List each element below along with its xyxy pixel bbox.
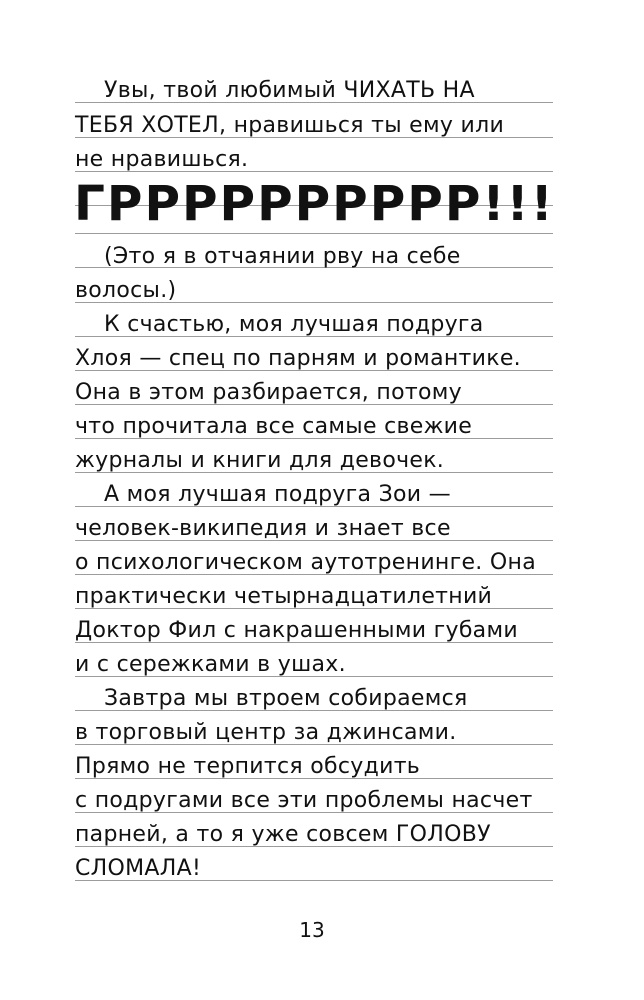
text-line: К счастью, моя лучшая подруга	[104, 312, 484, 337]
text-line: с подругами все эти проблемы насчет	[75, 788, 533, 813]
text-line: практически четырнадцатилетний	[75, 584, 493, 609]
exclamation-heading: ГРРРРРРРРРР!!!	[74, 176, 555, 232]
text-line: парней, а то я уже совсем ГОЛОВУ	[75, 822, 491, 847]
page-number: 13	[299, 918, 325, 942]
text-line: о психологическом аутотренинге. Она	[75, 550, 536, 575]
text-line: волосы.)	[75, 278, 177, 303]
text-line: (Это я в отчаянии рву на себе	[104, 244, 461, 269]
text-line: Прямо не терпится обсудить	[75, 754, 421, 779]
text-line: журналы и книги для девочек.	[75, 448, 445, 473]
text-line: не нравишься.	[75, 147, 249, 172]
ruled-line	[75, 233, 553, 234]
text-line: Хлоя — спец по парням и романтике.	[75, 346, 521, 371]
text-line: А моя лучшая подруга Зои —	[104, 482, 451, 507]
text-line: Увы, твой любимый ЧИХАТЬ НА	[104, 78, 475, 103]
text-line: что прочитала все самые свежие	[75, 414, 473, 439]
text-line: и с сережками в ушах.	[75, 652, 346, 677]
text-line: Завтра мы втроем собираемся	[104, 686, 468, 711]
text-line: Доктор Фил с накрашенными губами	[75, 618, 518, 643]
text-line: ТЕБЯ ХОТЕЛ, нравишься ты ему или	[75, 113, 505, 138]
text-line: человек-википедия и знает все	[75, 516, 451, 541]
text-line: в торговый центр за джинсами.	[75, 720, 457, 745]
text-line: СЛОМАЛА!	[75, 856, 202, 881]
text-line: Она в этом разбирается, потому	[75, 380, 462, 405]
